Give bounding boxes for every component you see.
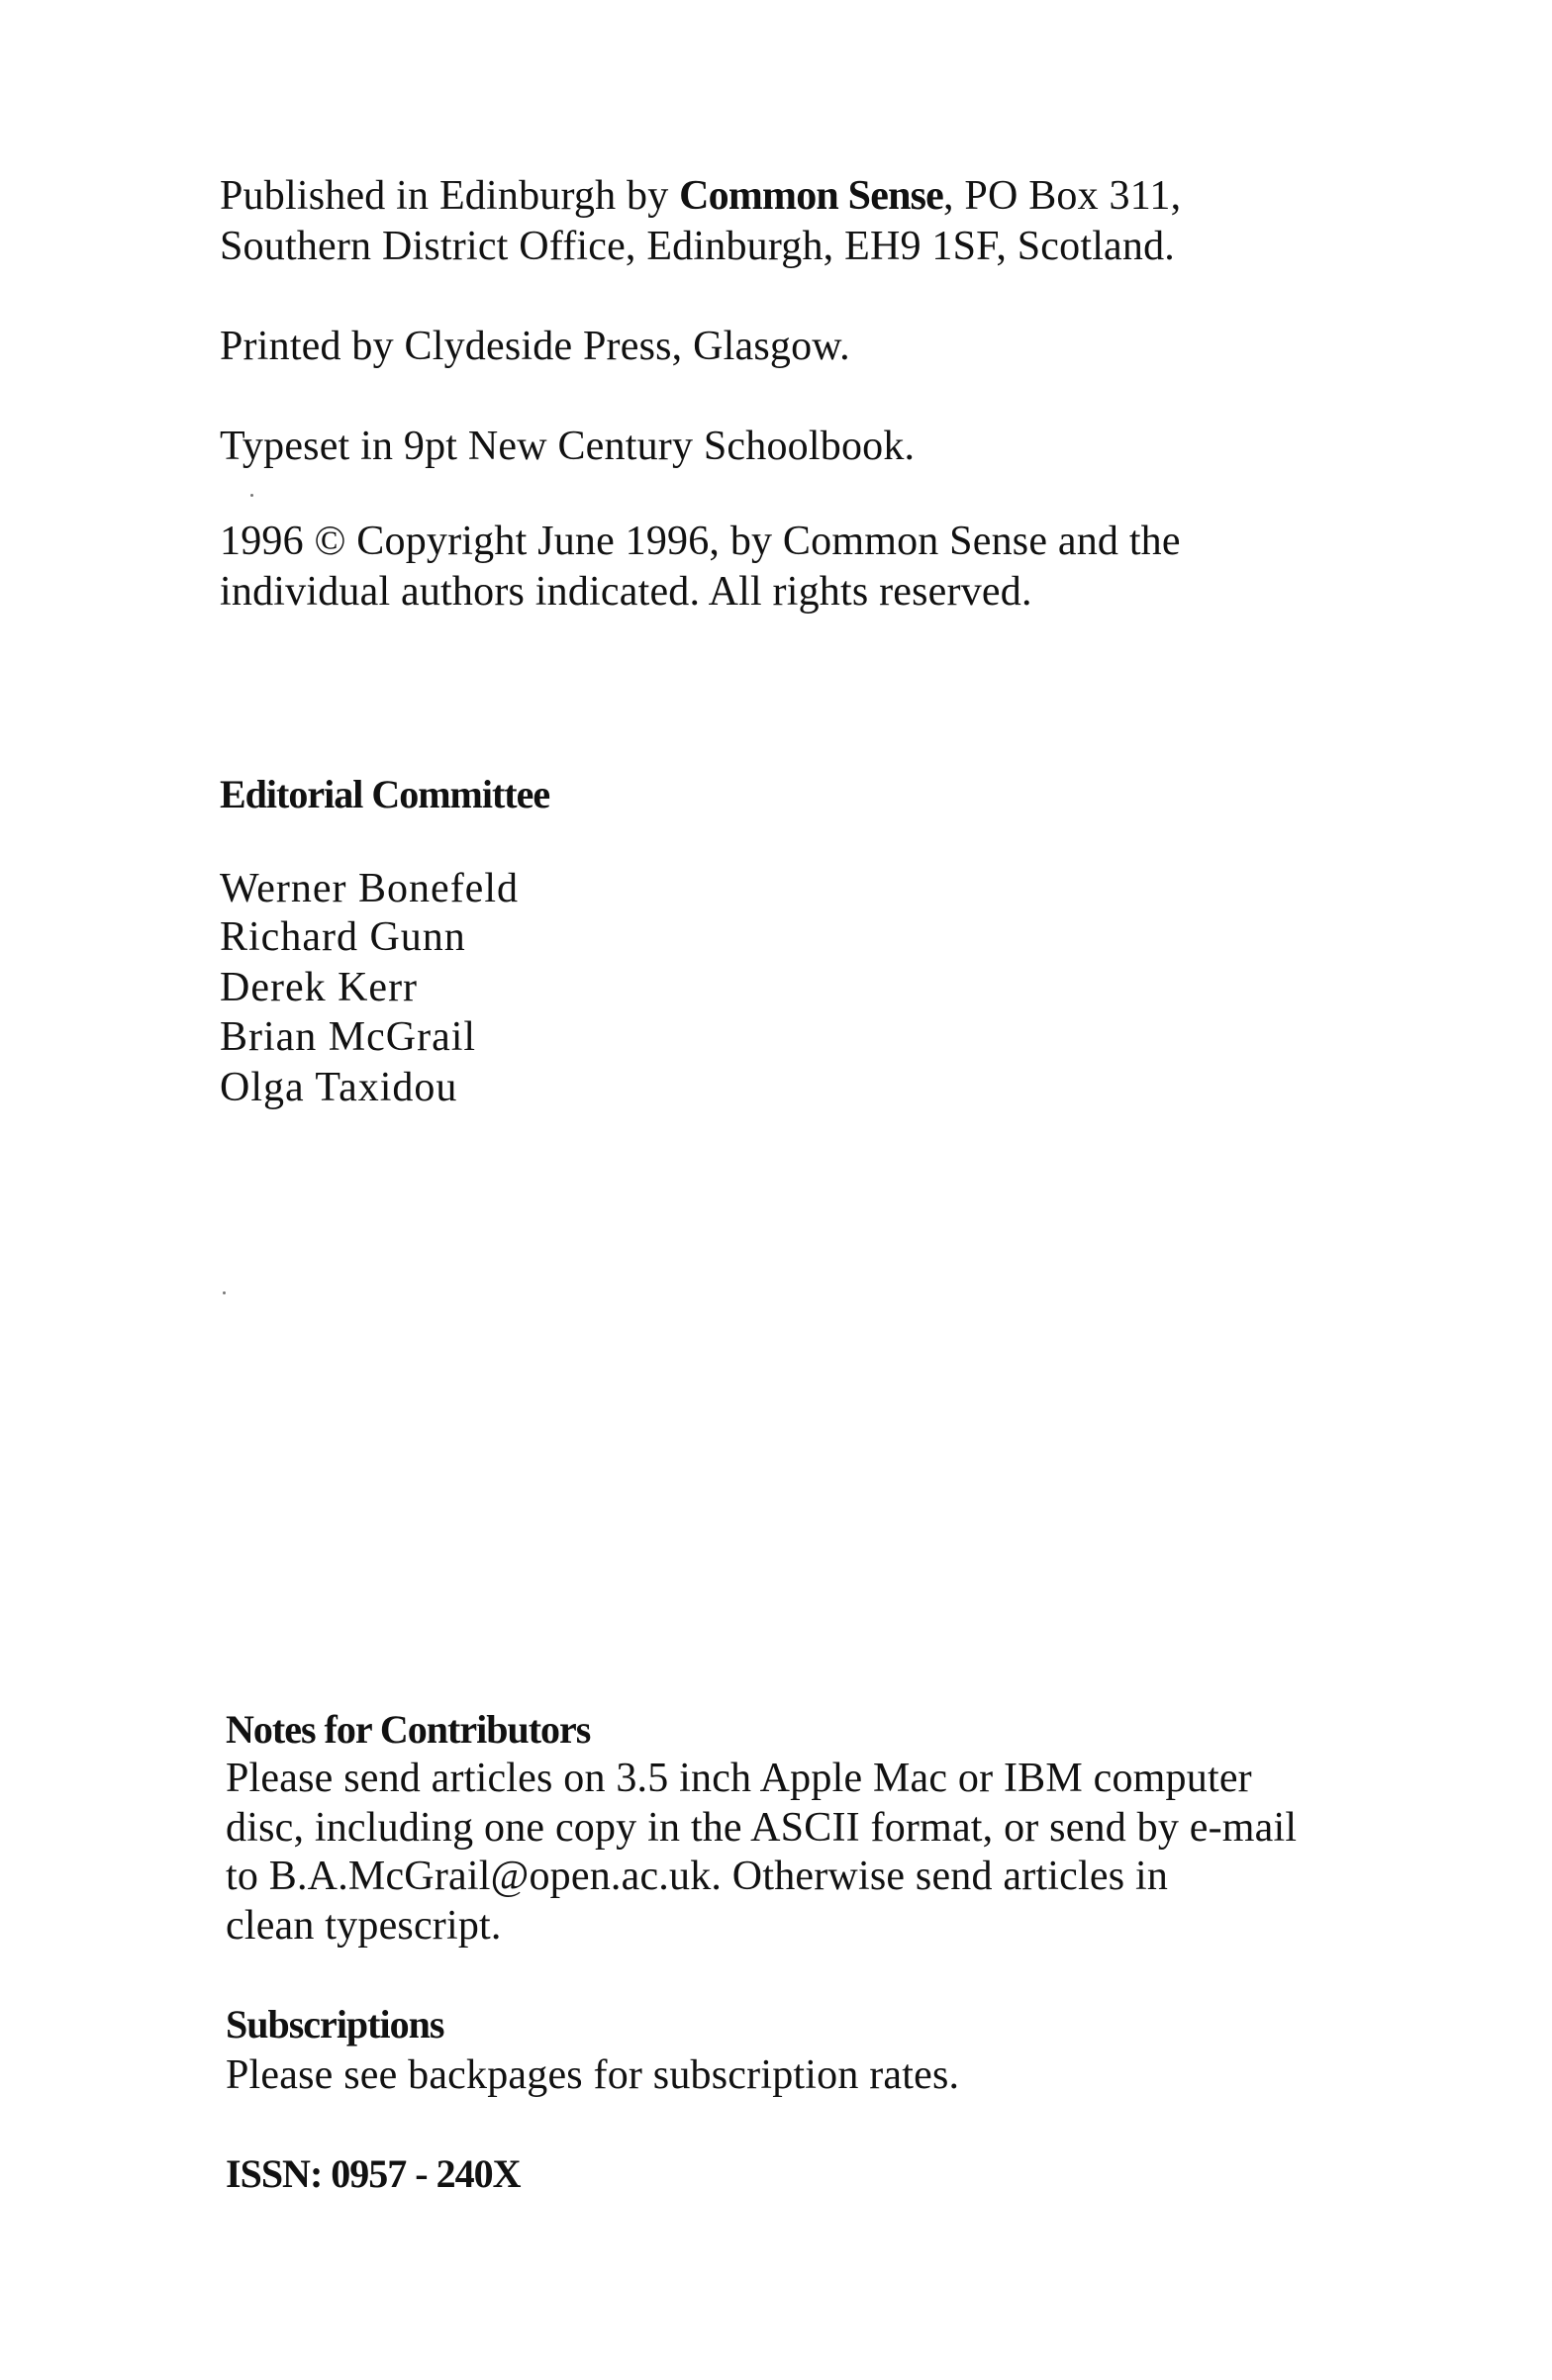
typeset-line: Typeset in 9pt New Century Schoolbook.: [220, 424, 916, 469]
publisher-address: , PO Box 311,: [943, 173, 1182, 219]
editorial-member: Werner Bonefeld: [220, 866, 519, 911]
issn-line: ISSN: 0957 - 240X: [226, 2151, 521, 2196]
publisher-name: Common Sense: [679, 173, 944, 219]
publisher-line-1: [220, 171, 1181, 221]
contributors-line: clean typescript.: [226, 1903, 502, 1949]
editorial-member: Richard Gunn: [220, 914, 466, 960]
copyright-line-2: individual authors indicated. All rights reserved.: [220, 569, 1032, 615]
printer-line: Printed by Clydeside Press, Glasgow.: [220, 324, 850, 369]
contributors-line: to B.A.McGrail@open.ac.uk. Otherwise send articles in: [226, 1854, 1169, 1899]
editorial-member: Brian McGrail: [220, 1014, 477, 1060]
publisher-line-2: Southern District Office, Edinburgh, EH9 1SF, Scotland.: [220, 224, 1176, 269]
editorial-member: Derek Kerr: [220, 965, 419, 1010]
publisher-prefix: Published in Edinburgh by: [220, 173, 680, 219]
copyright-line-1: 1996 © Copyright June 1996, by Common Sense and the: [220, 519, 1181, 564]
contributors-heading: Notes for Contributors: [226, 1707, 591, 1752]
contributors-line: Please send articles on 3.5 inch Apple Mac or IBM computer: [226, 1756, 1252, 1801]
subscriptions-text: Please see backpages for subscription rates.: [226, 2052, 960, 2098]
contributors-line: disc, including one copy in the ASCII format, or send by e-mail: [226, 1805, 1298, 1851]
editorial-member: Olga Taxidou: [220, 1065, 458, 1110]
scan-speck: [250, 494, 253, 497]
subscriptions-heading: Subscriptions: [226, 2002, 444, 2047]
editorial-heading: Editorial Committee: [220, 772, 550, 816]
scan-speck: [223, 1291, 226, 1294]
